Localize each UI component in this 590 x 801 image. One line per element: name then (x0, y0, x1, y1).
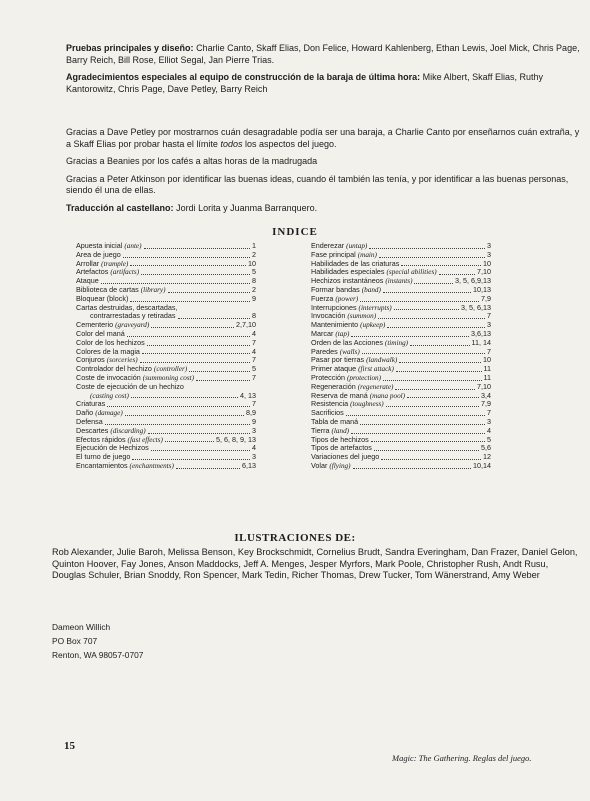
index-entry-label: Efectos rápidos (76, 434, 126, 444)
leader-dots (130, 265, 246, 266)
illustrators-list: Rob Alexander, Julie Baroh, Melissa Benson, Key Brockschmidt, Cornelius Brudt, Sandra Everingham, Dan Frazer, Daniel Gelon, Quinton Hoover, Fay Jones, Anson Maddocks, Jeff A. Menges, Jesper Myrfors, Mark Poole, Christopher Rush, Andt Rusu, Douglas Schuler, Brian Snoddy, Ron Spencer, Mark Tedin, Richer Thomas, Drew Tucker, Tom Wänerstrand, Amy Weber (52, 547, 578, 581)
index-entry-pages: 10 (483, 258, 491, 268)
index-entry-label: Tierra (311, 425, 330, 435)
leader-dots (151, 327, 234, 328)
index-entry-pages: 7,10 (477, 381, 491, 391)
leader-dots (383, 380, 481, 381)
index-entry-label: Cartas destruidas, descartadas, (76, 302, 178, 312)
index-entry-pages: 10 (248, 258, 256, 268)
book-title-footer: Magic: The Gathering. Reglas del juego. (392, 753, 532, 763)
index-entry-pages: 2 (252, 249, 256, 259)
index-entry (311, 339, 491, 348)
index-entry-pages: 2 (252, 284, 256, 294)
index-entry-pages: 4 (487, 425, 491, 435)
index-entry-term: (interrupts) (358, 303, 392, 312)
leader-dots (123, 257, 250, 258)
index-entry (311, 462, 491, 471)
index-entry (76, 409, 256, 418)
thanks-section (66, 127, 586, 220)
index-entry-pages: 4, 13 (240, 390, 256, 400)
leader-dots (386, 406, 479, 407)
index-entry-label: Paredes (311, 346, 338, 356)
index-entry-term: (untap) (346, 242, 368, 250)
leader-dots (395, 389, 475, 390)
index-entry-pages: 11 (483, 372, 491, 382)
leader-dots (383, 292, 471, 293)
index-entry-pages: 7 (487, 408, 491, 418)
index-entry (76, 400, 256, 409)
index-entry-continuation-label: contrarrestadas y retiradas (90, 311, 176, 321)
index-entry-label: Colores de la magia (76, 346, 140, 356)
index-entry-term: (ante) (124, 242, 142, 250)
leader-dots (360, 301, 479, 302)
index-entry-term: (protection) (346, 373, 382, 382)
leader-dots (125, 415, 244, 416)
index-title: INDICE (272, 226, 318, 238)
index-entry-pages: 5 (252, 267, 256, 277)
leader-dots (144, 248, 250, 249)
index-entry-pages: 10 (483, 355, 491, 365)
index-entry-pages: 1 (252, 241, 256, 250)
index-entry-label: Ejecución de Hechizos (76, 443, 149, 453)
leader-dots (151, 450, 250, 451)
index-entry-label: Color de los hechizos (76, 337, 145, 347)
leader-dots (407, 397, 479, 398)
page-number: 15 (64, 740, 75, 752)
index-entry-label: Formar bandas (311, 284, 360, 294)
index-entry-label: Apuesta inicial (76, 241, 123, 250)
index-entry-term: (fast effects) (127, 435, 163, 444)
credits-section (66, 43, 586, 101)
leader-dots (178, 318, 251, 319)
index-entry-term: (damage) (95, 409, 123, 418)
index-entry-label: Bloquear (block) (76, 293, 129, 303)
leader-dots (147, 345, 250, 346)
index-entry-label: Tabla de maná (311, 416, 359, 426)
address-line-3: Renton, WA 98057-0707 (52, 650, 144, 660)
index-entry-label: Daño (76, 408, 94, 418)
index-entry-pages: 8,9 (246, 408, 256, 418)
leader-dots (362, 353, 485, 354)
index-entry (311, 418, 491, 427)
leader-dots (142, 353, 250, 354)
index-entry-label: El turno de juego (76, 452, 131, 462)
index-entry-label: Marcar (311, 328, 334, 338)
index-entry-label: Mantenimiento (311, 320, 359, 330)
design-credits (66, 43, 586, 66)
index-entry-label: Tipos de artefactos (311, 443, 372, 453)
index-entry-pages: 7,10 (477, 267, 491, 277)
index-entry-pages: 8 (252, 311, 256, 321)
leader-dots (130, 301, 250, 302)
index-entry (76, 251, 256, 260)
design-credits-names: Charlie Canto, Skaff Elias, Don Felice, Howard Kahlenberg, Ethan Lewis, Joel Mick, Chris Page, Barry Reich, Bill Rose, Elliot Segal, Jan Pierre Trias. (66, 43, 580, 65)
index-entry-term: (timing) (384, 338, 409, 347)
index-entry-label: Fase principal (311, 249, 356, 259)
index-entry-term: (regenerate) (357, 382, 394, 391)
index-entry-pages: 7 (487, 346, 491, 356)
index-entry-term: (sorceries) (106, 356, 138, 365)
leader-dots (105, 424, 250, 425)
translation-label: Traducción al castellano: (66, 202, 174, 213)
index-entry-label: Interrupciones (311, 302, 357, 312)
leader-dots (399, 362, 481, 363)
index-entry-label: Coste de invocación (76, 372, 141, 382)
leader-dots (369, 248, 485, 249)
special-thanks-names: Mike Albert, Skaff Elias, Ruthy Kantorowitz, Chris Page, Dave Petley, Barry Reich (66, 72, 544, 94)
index-entry-pages: 3 (252, 452, 256, 462)
address-line-2: PO Box 707 (52, 636, 98, 646)
address-line-1: Dameon Willich (52, 622, 111, 632)
index-entry-label: Resistencia (311, 399, 349, 409)
leader-dots (381, 459, 481, 460)
index-entry-label: Defensa (76, 416, 103, 426)
index-entry-pages: 3, 5, 6,13 (461, 302, 491, 312)
index-entry-label: Habilidades especiales (311, 267, 385, 277)
index-entry (76, 462, 256, 471)
index-entry (311, 453, 491, 462)
index-entry-label: Hechizos instantáneos (311, 276, 384, 286)
index-entry-pages: 7 (252, 355, 256, 365)
index-entry-label: Primer ataque (311, 364, 357, 374)
index-entry-label: Controlador del hechizo (76, 364, 152, 374)
translation-credit (66, 203, 586, 215)
index-entry-pages: 5, 6, 8, 9, 13 (216, 434, 256, 444)
index-entry-label: Tipos de hechizos (311, 434, 369, 444)
index-entry-pages: 9 (252, 416, 256, 426)
leader-dots (374, 450, 479, 451)
index-entry-pages: 3, 5, 6,9,13 (455, 276, 491, 286)
index-entry-label: Area de juego (76, 249, 121, 259)
index-entry-label: Conjuros (76, 355, 105, 365)
index-entry-term: (discarding) (110, 426, 146, 435)
index-entry-term: (enchantments) (129, 461, 174, 470)
index-entry-term: (controller) (153, 365, 188, 374)
index-entry-pages: 4 (252, 346, 256, 356)
index-entry-pages: 3 (252, 425, 256, 435)
index-entry-pages: 10,14 (473, 460, 491, 470)
index-entry-label: Invocación (311, 311, 346, 321)
index-entry-label: Sacrificios (311, 408, 344, 418)
leader-dots (196, 380, 250, 381)
index-entry-term: (first attack) (358, 365, 394, 374)
index-entry (76, 383, 256, 392)
index-entry-term: (graveyard) (115, 321, 150, 330)
index-entry-term: (landwalk) (366, 356, 398, 365)
index-entry-pages: 4 (252, 443, 256, 453)
thanks-p1-emphasis: todos (220, 138, 243, 149)
leader-dots (165, 441, 214, 442)
leader-dots (107, 406, 250, 407)
special-thanks (66, 72, 586, 95)
leader-dots (353, 468, 471, 469)
index-entry-term: (instants) (385, 277, 413, 286)
thanks-paragraph-1 (66, 127, 586, 150)
leader-dots (387, 327, 485, 328)
index-entry-pages: 3 (487, 241, 491, 250)
index-entry-pages: 3 (487, 416, 491, 426)
leader-dots (140, 362, 250, 363)
index-entry-label: Variaciones del juego (311, 452, 380, 462)
index-entry-term: (band) (361, 285, 381, 294)
index-entry-label: Enderezar (311, 241, 345, 250)
leader-dots (439, 274, 475, 275)
index-entry-term: (walls) (339, 347, 360, 356)
index-entry-pages: 7 (252, 372, 256, 382)
index-entry (311, 286, 491, 295)
index-entry-pages: 4 (252, 328, 256, 338)
index-entry-label: Habilidades de las criaturas (311, 258, 400, 268)
leader-dots (141, 274, 250, 275)
index-entry-pages: 11, 14 (471, 337, 491, 347)
index-entry-label: Orden de las Acciones (311, 337, 383, 347)
index-entry-label: Coste de ejecución de un hechizo (76, 381, 184, 391)
index-entry-pages: 3,6,13 (471, 328, 491, 338)
thanks-paragraph-2: Gracias a Beanies por los cafés a altas horas de la madrugada (66, 156, 318, 166)
index-entry-label: Biblioteca de cartas (76, 284, 139, 294)
index-entry-pages: 3 (487, 249, 491, 259)
index-entry-pages: 7,9 (481, 293, 491, 303)
index-entry-term: (summon) (347, 312, 377, 321)
index-entry-pages: 5,6 (481, 443, 491, 453)
index-entry (76, 268, 256, 277)
index-entry-pages: 9 (252, 293, 256, 303)
leader-dots (394, 309, 459, 310)
leader-dots (127, 336, 250, 337)
leader-dots (131, 397, 238, 398)
index-entry-pages: 11 (483, 364, 491, 374)
index-entry-label: Pasar por tierras (311, 355, 365, 365)
leader-dots (414, 283, 453, 284)
index-entry-pages: 2,7,10 (236, 320, 256, 330)
leader-dots (371, 441, 485, 442)
leader-dots (101, 283, 250, 284)
thanks-paragraph-3: Gracias a Peter Atkinson por identificar las buenas ideas, cuando él también las tenía, y por identificar a las buenas personas, siendo él una de ellas. (66, 173, 569, 195)
index-entry-pages: 12 (483, 452, 491, 462)
index-entry-pages: 7 (252, 337, 256, 347)
index-entry-term: (library) (140, 285, 166, 294)
index-entry-label: Encantamientos (76, 460, 128, 470)
index-entry-term: (trample) (101, 259, 129, 268)
index-entry-label: Ataque (76, 276, 99, 286)
index-entry-label: Reserva de maná (311, 390, 368, 400)
leader-dots (396, 371, 482, 372)
index-right-column (311, 242, 491, 471)
leader-dots (401, 265, 481, 266)
leader-dots (379, 257, 485, 258)
index-entry-label: Fuerza (311, 293, 334, 303)
index-entry-pages: 10,13 (473, 284, 491, 294)
index-entry-label: Criaturas (76, 399, 106, 409)
index-entry-term: (artifacts) (110, 268, 140, 277)
leader-dots (346, 415, 485, 416)
index-entry-term: (upkeep) (360, 321, 386, 330)
index-entry-pages: 5 (252, 364, 256, 374)
index-entry-term: (toughness) (350, 400, 384, 409)
leader-dots (351, 336, 469, 337)
index-entry-label: Protección (311, 372, 345, 382)
index-entry-pages: 3 (487, 320, 491, 330)
leader-dots (351, 433, 485, 434)
thanks-p1-text: Gracias a Dave Petley por mostrarnos cuán desagradable podía ser una baraja, a Charlie Canto por enseñarnos cuán extraña, y a Skaff Elias por probar hasta el límite (66, 127, 580, 149)
index-entry-term: (land) (331, 426, 350, 435)
index-entry-term: (flying) (329, 461, 351, 470)
index-entry-continuation-label: (casting cost) (90, 391, 129, 400)
index-entry-label: Volar (311, 460, 328, 470)
index-entry-label: Regeneración (311, 381, 356, 391)
index-entry-term: (mana pool) (369, 391, 406, 400)
leader-dots (189, 371, 250, 372)
special-thanks-label: Agradecimientos especiales al equipo de construcción de la baraja de última hora: (66, 72, 421, 82)
mailing-address (52, 620, 143, 662)
illustrations-title: ILUSTRACIONES DE: (234, 532, 356, 544)
index-entry-pages: 6,13 (242, 460, 256, 470)
index-entry-label: Artefactos (76, 267, 109, 277)
leader-dots (168, 292, 251, 293)
index-entry-pages: 7 (487, 311, 491, 321)
index-entry-term: (summoning cost) (142, 373, 195, 382)
leader-dots (176, 468, 240, 469)
index-entry-pages: 7,9 (481, 399, 491, 409)
index-entry-term: (tap) (335, 329, 350, 338)
index-entry-pages: 8 (252, 276, 256, 286)
leader-dots (410, 345, 469, 346)
index-entry-term: (special abilities) (386, 268, 437, 277)
index-entry-pages: 3,4 (481, 390, 491, 400)
index-entry-pages: 5 (487, 434, 491, 444)
index-entry-pages: 7 (252, 399, 256, 409)
leader-dots (148, 433, 250, 434)
index-entry-label: Arrollar (76, 258, 100, 268)
leader-dots (132, 459, 250, 460)
index-entry-term: (main) (357, 250, 377, 259)
index-left-column (76, 242, 256, 471)
leader-dots (378, 318, 485, 319)
design-credits-label: Pruebas principales y diseño: (66, 43, 194, 53)
index-entry-label: Color del maná (76, 328, 125, 338)
index-entry (311, 321, 491, 330)
translation-names: Jordi Lorita y Juanma Barranquero. (176, 202, 318, 213)
thanks-p1-end: los aspectos del juego. (244, 138, 337, 149)
index-entry-label: Cementerio (76, 320, 114, 330)
index-entry-label: Descartes (76, 425, 109, 435)
index-entry-term: (power) (335, 294, 359, 303)
leader-dots (360, 424, 485, 425)
